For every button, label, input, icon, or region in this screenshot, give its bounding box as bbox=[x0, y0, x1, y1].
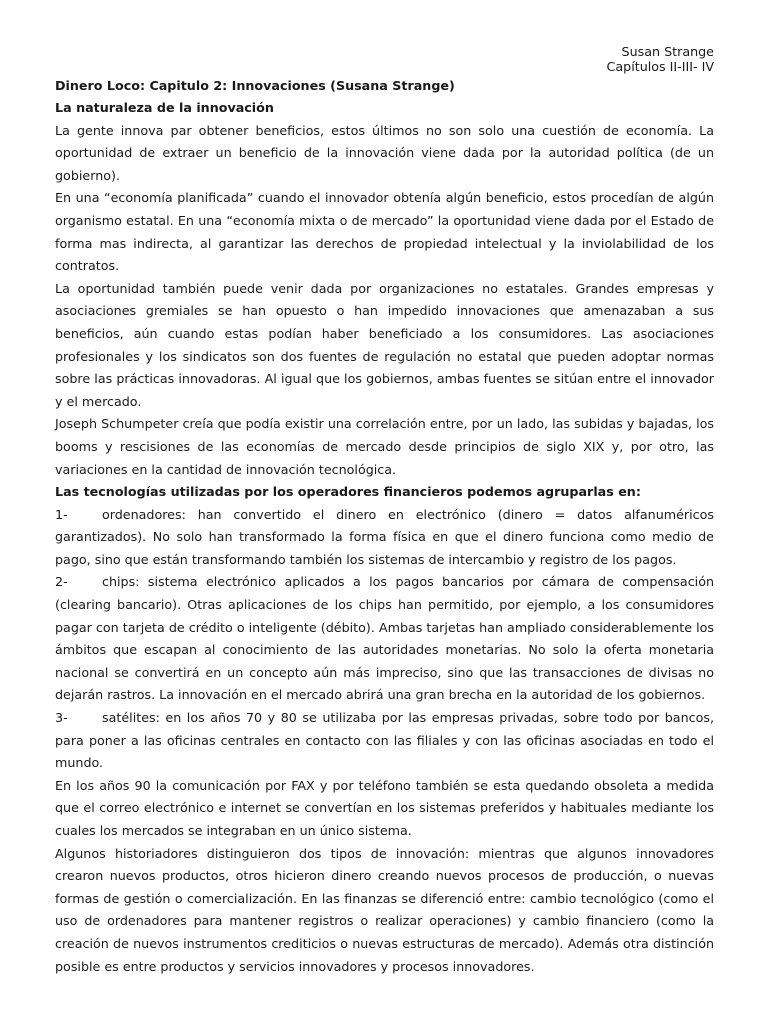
list-item-number: 3- bbox=[55, 710, 68, 726]
list-item-text: satélites: en los años 70 y 80 se utilizaba por las empresas privadas, sobre todo por bancos, para poner a las oficinas centrales en contacto con las filiales y con las oficinas asociadas en todo el mundo. bbox=[55, 710, 714, 771]
section-heading-technologies: Las tecnologías utilizadas por los operadores financieros podemos agruparlas en: bbox=[55, 484, 641, 500]
paragraph: Algunos historiadores distinguieron dos tipos de innovación: mientras que algunos innovadores crearon nuevos productos, otros hicieron dinero creando nuevos procesos de producción, o nuevas formas de gestión o comercialización. En las finanzas se diferenció entre: cambio tecnológico (como el uso de ordenadores para mantener registros o realizar operaciones) y cambio financiero (como la creación de nuevos instrumentos crediticios o nuevas estructuras de mercado). Además otra distinción posible es entre productos y servicios innovadores y procesos innovadores. bbox=[55, 845, 714, 974]
list-item bbox=[55, 504, 714, 572]
list-item-text: chips: sistema electrónico aplicados a los pagos bancarios por cámara de compensación (clearing bancario). Otras aplicaciones de los chips han permitido, por ejemplo, a los consumidores pagar con tarjeta de crédito o inteligente (débito). Ambas tarjetas han ampliado considerablemente los ámbitos que escapan al conocimiento de las autoridades monetarias. No solo la oferta monetaria nacional se convertirá en un concepto aún más impreciso, sino que las transacciones de divisas no dejarán rastros. La innovación en el mercado abrirá una gran brecha en la autoridad de los gobiernos. bbox=[55, 574, 714, 703]
list-item bbox=[55, 571, 714, 707]
paragraph: Joseph Schumpeter creía que podía existir una correlación entre, por un lado, las subidas y bajadas, los booms y rescisiones de las economías de mercado desde principios de siglo XIX y, por otro, las variaciones en la cantidad de innovación tecnológica. bbox=[55, 416, 714, 477]
page-header bbox=[55, 44, 714, 74]
list-item bbox=[55, 707, 714, 775]
section-title-innovation-nature: La naturaleza de la innovación bbox=[55, 100, 274, 115]
paragraph: En los años 90 la comunicación por FAX y por teléfono también se esta quedando obsoleta a medida que el correo electrónico e internet se convertían en los sistemas preferidos y habituales mediante los cuales los mercados se integraban en un único sistema. bbox=[55, 777, 714, 838]
header-author: Susan Strange bbox=[621, 44, 714, 59]
paragraph: La oportunidad también puede venir dada por organizaciones no estatales. Grandes empresas y asociaciones gremiales se han opuesto o han impedido innovaciones que amenazaban a sus beneficios, aún cuando estas podían haber beneficiado a los consumidores. Las asociaciones profesionales y los sindicatos son dos fuentes de regulación no estatal que pueden adoptar normas sobre las prácticas innovadoras. Al igual que los gobiernos, ambas fuentes se sitúan entre el innovador y el mercado. bbox=[55, 280, 714, 409]
list-item-number: 1- bbox=[55, 506, 68, 522]
header-chapters: Capítulos II-III- IV bbox=[606, 59, 714, 74]
paragraph: En una “economía planificada” cuando el innovador obtenía algún beneficio, estos procedían de algún organismo estatal. En una “economía mixta o de mercado” la oportunidad viene dada por el Estado de forma mas indirecta, al garantizar las derechos de propiedad intelectual y la inviolabilidad de los contratos. bbox=[55, 190, 714, 274]
list-item-text: ordenadores: han convertido el dinero en electrónico (dinero = datos alfanuméricos garantizados). No solo han transformado la forma física en que el dinero funciona como medio de pago, sino que están transformando también los sistemas de intercambio y registro de los pagos. bbox=[55, 506, 714, 567]
paragraph: La gente innova par obtener beneficios, estos últimos no son solo una cuestión de economía. La oportunidad de extraer un beneficio de la innovación viene dada por la autoridad política (de un gobierno). bbox=[55, 122, 714, 183]
list-item-number: 2- bbox=[55, 574, 68, 590]
document-page bbox=[55, 44, 714, 978]
document-title: Dinero Loco: Capitulo 2: Innovaciones (Susana Strange) bbox=[55, 78, 455, 93]
